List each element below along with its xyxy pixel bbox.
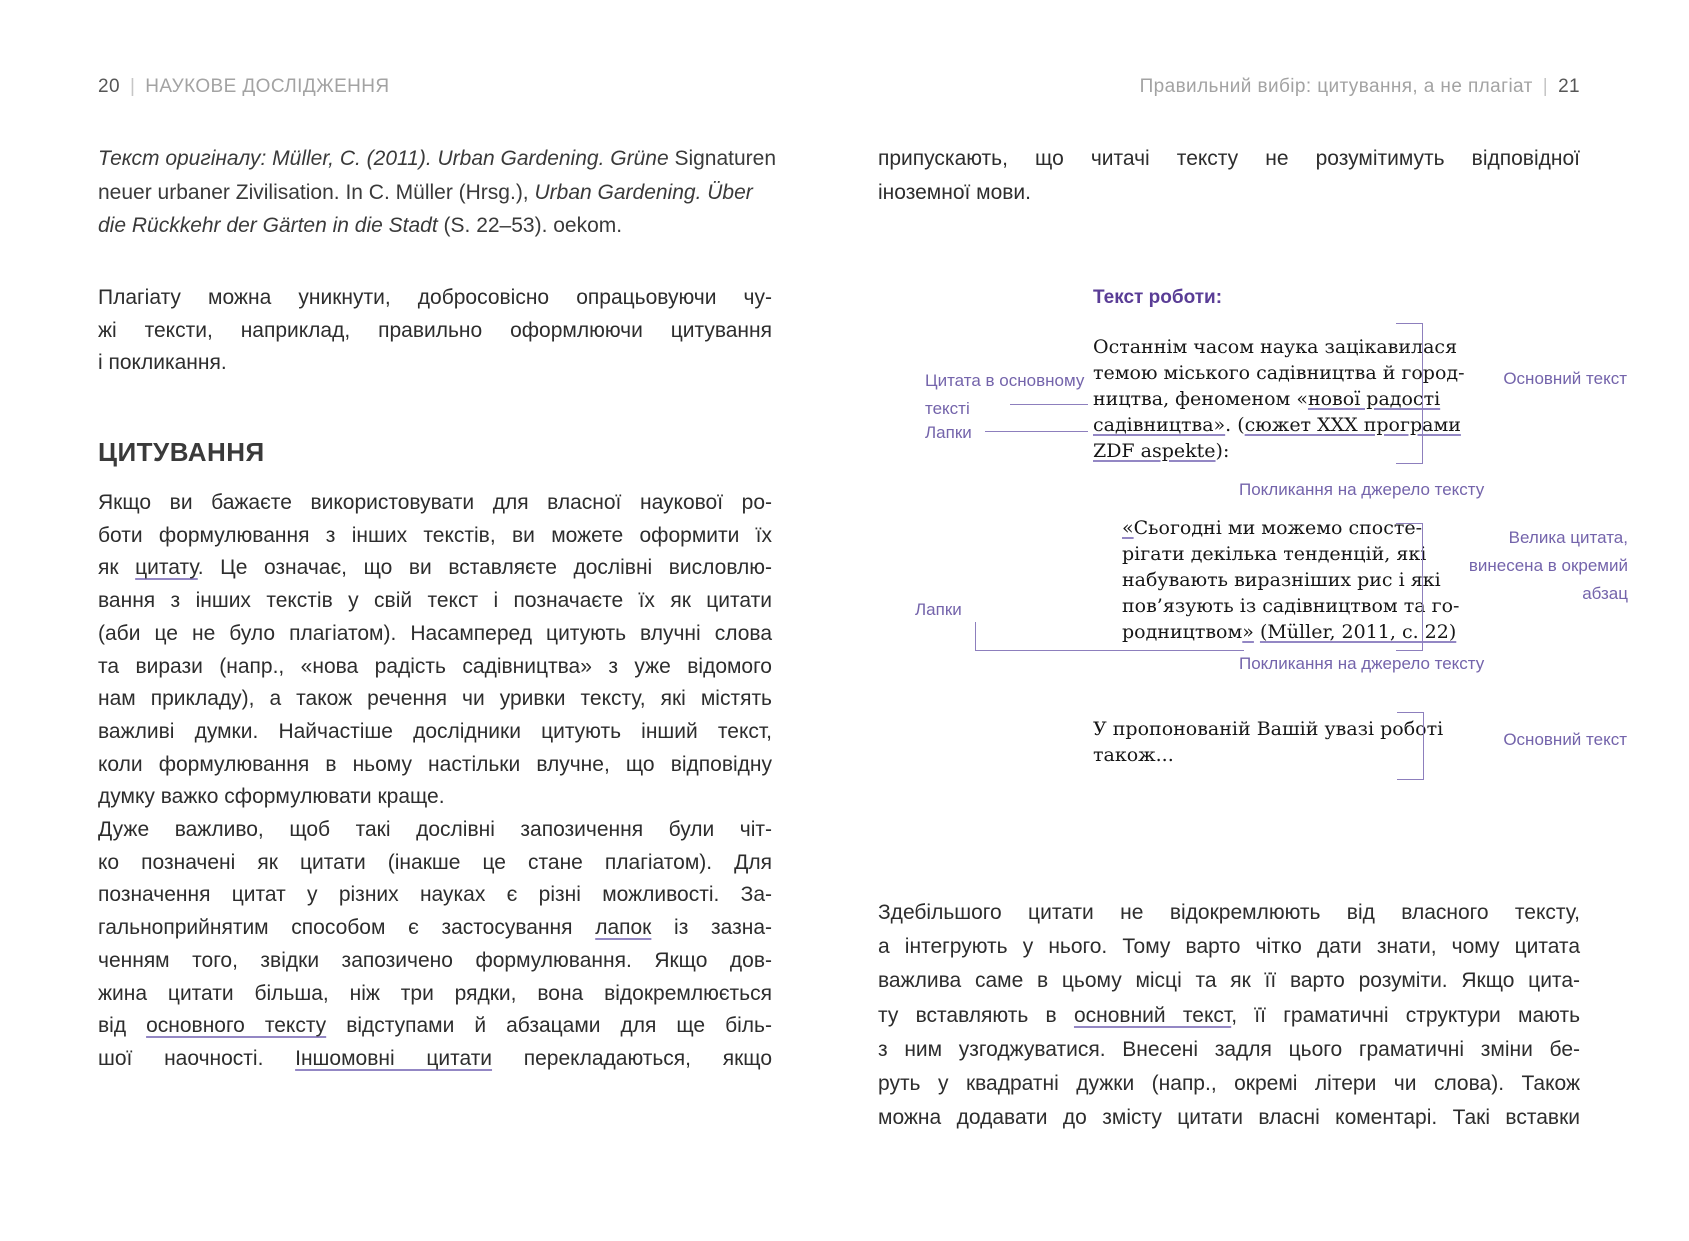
- source-reference: Текст оригіналу: Müller, C. (2011). Urban Gardening. Grüne Signaturen neuer urbaner Zivilisation. In C. Müller (Hrsg.), Urban Gardening. Über die Rückkehr der Gärten in die Stadt (S. 22–53). oekom.: [98, 147, 777, 237]
- right-running-title: Правильний вибір: цитування, а не плагіат: [1139, 76, 1533, 97]
- label-quotation-marks-1: Лапки: [925, 423, 972, 442]
- leader-line: [985, 431, 1088, 432]
- body-paragraph-1: Якщо ви бажаєте використовувати для власної наукової ро- боти формулювання з інших текстів, ви можете оформити їх як цитату. Це означає, що ви вставляєте дослівні висловлю- вання з інших текстів у свій текст і позначаєте їх як цитати (аби це не було плагіатом). Насамперед цитують влучні слова та вирази (напр., «нова радість садівництва» з уже відомого нам прикладу), а також речення чи уривки тексту, які містять важливі думки. Найчастіше дослідники цитують інший текст, коли формулювання в ньому настільки влучне, що відповідну думку важко сформулювати краще.: [98, 491, 773, 809]
- left-page-header: [98, 76, 390, 98]
- leader-line: [1010, 404, 1088, 405]
- left-running-title: НАУКОВЕ ДОСЛІДЖЕННЯ: [145, 76, 390, 97]
- diagram-block-quote: «Сьогодні ми можемо спосте- рігати декілька тенденцій, які набувають виразніших рис і які пов’язують із садівництвом та го- родництвом» (Müller, 2011, с. 22): [1122, 517, 1460, 643]
- label-quotation-marks-2: Лапки: [915, 600, 962, 619]
- intro-paragraph: Плагіату можна уникнути, добросовісно опрацьовуючи чу- жі тексти, наприклад, правильно оформлюючи цитування і покликання.: [98, 286, 772, 375]
- quotation-marks-connector-line: [975, 622, 1244, 651]
- header-separator: |: [129, 76, 136, 97]
- top-paragraph: припускають, що читачі тексту не розумітимуть відповідної іноземної мови.: [878, 147, 1580, 205]
- diagram-continuation-sample: У пропонованій Вашій увазі роботі також...: [1093, 718, 1444, 766]
- label-main-text-1: Основний текст: [1503, 369, 1627, 388]
- label-big-quote: Велика цитата, винесена в окремий абзац: [1468, 528, 1628, 603]
- right-page-number: 21: [1558, 76, 1580, 97]
- bracket-main-text-2: [1397, 712, 1424, 780]
- label-quote-in-main-text: Цитата в основному тексті: [925, 371, 1085, 418]
- header-separator: |: [1542, 76, 1549, 97]
- bottom-paragraph: Здебільшого цитати не відокремлюють від власного тексту, а інтегрують у нього. Тому варто чітко дати знати, чому цитата важлива саме в цьому місці та як її варто розуміти. Якщо цита- ту вставляють в основний текст, її граматичні структури мають з ним узгоджуватися. Внесені задля цього граматичні зміни бе- руть у квадратні дужки (напр., окремі літери чи слова). Також можна додавати до змісту цитати власні коментарі. Такі вставки: [878, 901, 1581, 1130]
- label-source-reference-1: Покликання на джерело тексту: [1239, 480, 1485, 499]
- bracket-main-text-1: [1396, 323, 1423, 464]
- diagram-title: Текст роботи:: [1093, 287, 1223, 308]
- right-page-header: [878, 76, 1580, 98]
- section-heading: ЦИТУВАННЯ: [98, 437, 265, 467]
- label-source-reference-2: Покликання на джерело тексту: [1239, 654, 1485, 673]
- diagram-main-text-sample: Останнім часом наука зацікавилася темою міського садівництва й город- ництва, феноменом «нової радості садівництва». (сюжет XXX програми ZDF aspekte):: [1093, 336, 1465, 462]
- left-page-number: 20: [98, 76, 120, 97]
- body-paragraph-2: Дуже важливо, щоб такі дослівні запозичення були чіт- ко позначені як цитати (інакше це стане плагіатом). Для позначення цитат у різних науках є різні можливості. За- гальноприйнятим способом є застосування лапок із зазна- ченням того, звідки запозичено формулювання. Якщо дов- жина цитати більша, ніж три рядки, вона відокремлюється від основного тексту відступами й абзацами для ще біль- шої наочності. Іншомовні цитати перекладаються, якщо: [98, 818, 773, 1070]
- label-main-text-2: Основний текст: [1503, 730, 1627, 749]
